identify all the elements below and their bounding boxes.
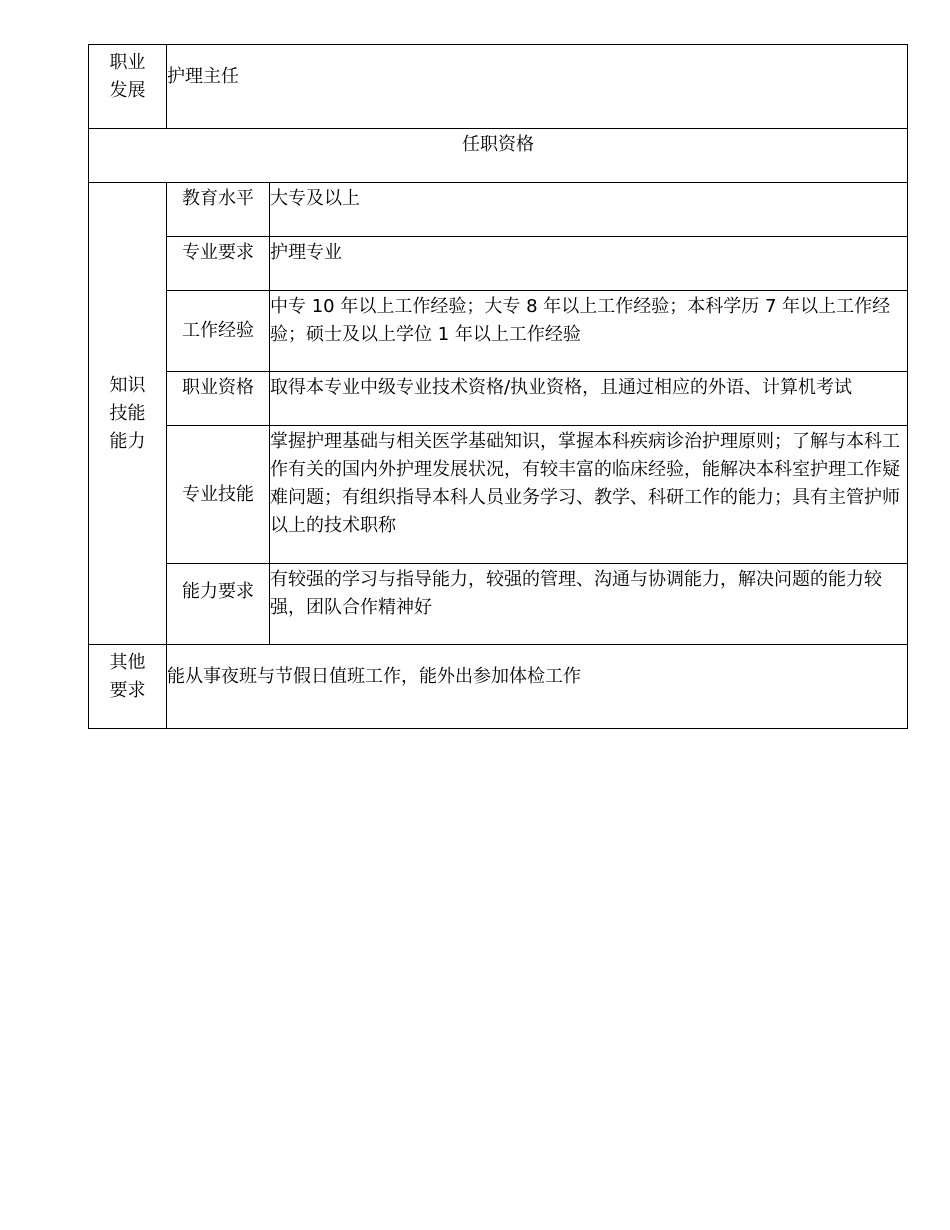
section-row xyxy=(89,129,908,183)
career-row xyxy=(89,45,908,129)
other-label-line2: 要求 xyxy=(109,680,146,701)
experience-value: 中专 10 年以上工作经验；大专 8 年以上工作经验；本科学历 7 年以上工作经验；硕士及以上学位 1 年以上工作经验 xyxy=(270,291,908,372)
knowledge-row-education xyxy=(89,183,908,237)
knowledge-label xyxy=(89,183,167,645)
job-requirements-table xyxy=(88,44,908,729)
education-value: 大专及以上 xyxy=(270,183,908,237)
major-label: 专业要求 xyxy=(167,237,270,291)
major-value: 护理专业 xyxy=(270,237,908,291)
education-label: 教育水平 xyxy=(167,183,270,237)
knowledge-row-skills xyxy=(89,426,908,564)
qualification-value: 取得本专业中级专业技术资格/执业资格，且通过相应的外语、计算机考试 xyxy=(270,372,908,426)
skills-value: 掌握护理基础与相关医学基础知识，掌握本科疾病诊治护理原则；了解与本科工作有关的国内外护理发展状况，有较丰富的临床经验，能解决本科室护理工作疑难问题；有组织指导本科人员业务学习、教学、科研工作的能力；具有主管护师以上的技术职称 xyxy=(270,426,908,564)
knowledge-row-ability xyxy=(89,564,908,645)
other-row xyxy=(89,645,908,729)
experience-label: 工作经验 xyxy=(167,291,270,372)
career-label-line2: 发展 xyxy=(109,80,146,101)
other-label xyxy=(89,645,167,729)
other-label-line1: 其他 xyxy=(109,652,146,673)
career-label-line1: 职业 xyxy=(109,52,146,73)
other-value: 能从事夜班与节假日值班工作，能外出参加体检工作 xyxy=(167,645,908,729)
knowledge-label-line3: 能力 xyxy=(109,430,146,452)
qualification-label: 职业资格 xyxy=(167,372,270,426)
knowledge-row-major xyxy=(89,237,908,291)
knowledge-row-qualification xyxy=(89,372,908,426)
section-title: 任职资格 xyxy=(89,129,908,183)
career-value: 护理主任 xyxy=(167,45,908,129)
ability-value: 有较强的学习与指导能力，较强的管理、沟通与协调能力，解决问题的能力较强，团队合作精神好 xyxy=(270,564,908,645)
career-label xyxy=(89,45,167,129)
skills-label: 专业技能 xyxy=(167,426,270,564)
ability-label: 能力要求 xyxy=(167,564,270,645)
knowledge-label-line1: 知识 xyxy=(109,374,146,396)
knowledge-row-experience xyxy=(89,291,908,372)
knowledge-label-line2: 技能 xyxy=(109,402,146,424)
